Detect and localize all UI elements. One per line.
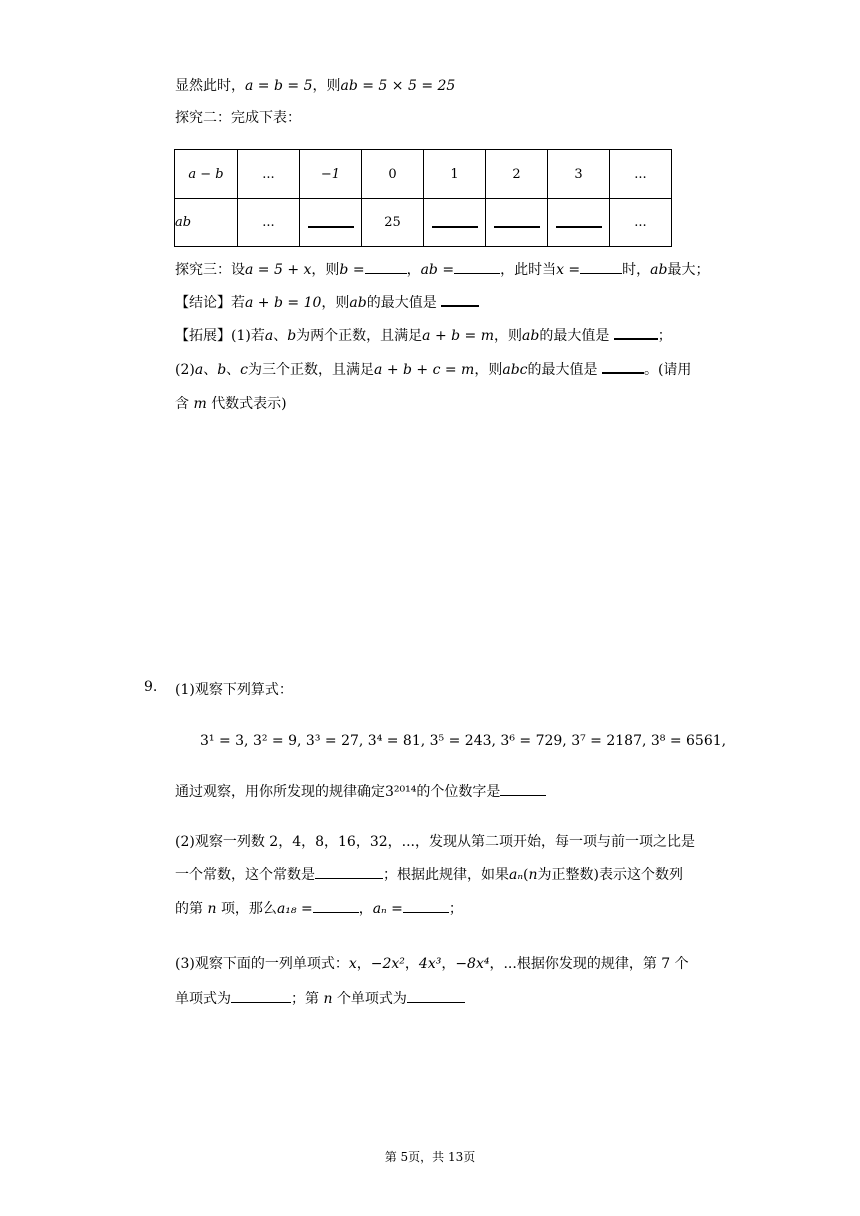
text: ；根据此规律，如果 [383,867,509,883]
table-cell: ... [238,150,300,199]
text: ， [441,956,456,972]
math-expr: −8x⁴ [455,956,490,972]
q9-part1-heading: (1)观察下列算式： [175,682,293,698]
text: 。(请用 [643,362,692,378]
extend-line-3 [175,393,287,413]
tag: 【结论】 [175,295,231,311]
q9-part2-line3 [175,898,463,918]
text: 的最大值是 [527,362,598,378]
text: ，则 [494,328,523,344]
math-expr: −2x² [370,956,405,972]
math-expr: a + b = m [422,328,495,344]
q9-part2-line2 [175,864,683,884]
text: ， [404,956,419,972]
text: 一个常数，这个常数是 [175,867,315,883]
q9-part1-question [175,781,546,801]
explore2-heading: 探究二：完成下表： [175,110,301,126]
text: 项，那么 [220,901,277,917]
text: ， [358,901,373,917]
text: ( [523,867,529,883]
q9-part2-line1: (2)观察一列数 2，4，8，16，32，...，发现从第二项开始，每一项与前一项之比是 [175,834,695,850]
value-table [174,149,672,247]
math-expr: ab = [420,262,455,278]
text: (3)观察下面的一列单项式： [175,956,349,972]
extend-line-1 [175,325,672,345]
math-expr: 3²⁰¹⁴ [385,784,417,800]
q9-formula: 3¹ = 3, 3² = 9, 3³ = 27, 3⁴ = 81, 3⁵ = 243, 3⁶ = 729, 3⁷ = 2187, 3⁸ = 6561, [200,733,727,749]
answer-blank[interactable] [231,990,291,1003]
text: 单项式为 [175,991,231,1007]
conclusion-line [175,292,479,312]
math-expr: a = 5 + x [245,262,312,278]
answer-blank[interactable] [548,199,610,247]
text: 最大； [667,262,710,278]
math-expr: b [287,328,297,344]
text: 若 [231,295,245,311]
page-footer: 第 5页，共 13页 [384,1150,476,1164]
text: 的个位数字是 [416,784,501,800]
text: ，则 [312,78,341,94]
math-expr: x = [556,262,581,278]
answer-blank[interactable] [403,900,449,913]
question-number: 9. [144,679,158,695]
table-cell: ... [238,199,300,247]
text: 探究三：设 [175,262,245,278]
text: 时， [622,262,651,278]
math-expr: a = b = 5 [245,78,313,94]
text: (2) [175,362,195,378]
text: ， [356,956,371,972]
answer-blank[interactable] [407,990,465,1003]
text: 为两个正数，且满足 [296,328,423,344]
table-cell: 3 [548,150,610,199]
table-cell: 0 [362,150,424,199]
table-cell: ... [610,199,672,247]
text: 的最大值是 [366,295,437,311]
math-expr: n [528,867,538,883]
math-expr: a [194,362,204,378]
text: 个单项式为 [336,991,407,1007]
text: 通过观察，用你所发现的规律确定 [175,784,385,800]
answer-blank[interactable] [441,293,479,307]
table-cell: a − b [175,150,238,199]
answer-blank[interactable] [486,199,548,247]
table-cell: 2 [486,150,548,199]
table-cell: ... [610,150,672,199]
text: ，...根据你发现的规律，第 7 个 [489,956,689,972]
answer-blank[interactable] [365,261,407,274]
math-expr: 4x³ [418,956,442,972]
text: ，此时当 [500,262,557,278]
text: ； [657,328,672,344]
math-expr: m [193,396,207,412]
text: 为三个正数，且满足 [248,362,375,378]
answer-blank[interactable] [424,199,486,247]
answer-blank[interactable] [602,360,644,374]
text: 的最大值是 [539,328,610,344]
math-expr: a [264,328,274,344]
tag: 【拓展】 [175,328,231,344]
math-expr: b = [339,262,365,278]
table-cell: −1 [300,150,362,199]
extend-line-2 [175,359,691,379]
q9-part3-line2 [175,988,465,1008]
q9-part3-line1 [175,953,689,973]
table-cell: ab [175,199,238,247]
math-expr: c [240,362,249,378]
math-expr: aₙ = [372,901,403,917]
table-row [175,199,672,247]
math-expr: a₁₈ = [276,901,313,917]
math-expr: abc [502,362,528,378]
text: 为正整数)表示这个数列 [537,867,683,883]
text: ； [448,901,463,917]
text: 的第 [175,901,203,917]
table-cell: 25 [362,199,424,247]
text: 代数式表示) [211,396,287,412]
answer-blank[interactable] [614,326,658,340]
answer-blank[interactable] [300,199,362,247]
text: ；第 [291,991,319,1007]
math-expr: a + b = 10 [245,295,322,311]
text: 、 [273,328,288,344]
text: 、 [203,362,218,378]
math-expr: a + b + c = m [374,362,475,378]
text: 含 [175,396,189,412]
math-expr: x [348,956,357,972]
text: 、 [226,362,241,378]
text: 显然此时， [175,78,245,94]
table-cell: 1 [424,150,486,199]
text: ，则 [321,295,350,311]
explore3-line [175,259,709,279]
text: ， [406,262,421,278]
text: ，则 [474,362,503,378]
math-expr: ab = 5 × 5 = 25 [340,78,456,94]
text: (1)若 [231,328,265,344]
table-row [175,150,672,199]
math-expr: ab [522,328,540,344]
answer-blank[interactable] [313,900,359,913]
math-expr: aₙ [509,867,524,883]
answer-blank[interactable] [315,866,383,879]
math-expr: ab [349,295,367,311]
answer-blank[interactable] [580,261,622,274]
text: ，则 [311,262,340,278]
answer-blank[interactable] [454,261,500,274]
math-expr: b [217,362,227,378]
math-expr: n [323,991,333,1007]
math-expr: n [207,901,217,917]
answer-blank[interactable] [500,783,546,796]
intro-line [175,75,455,95]
math-expr: ab [650,262,668,278]
